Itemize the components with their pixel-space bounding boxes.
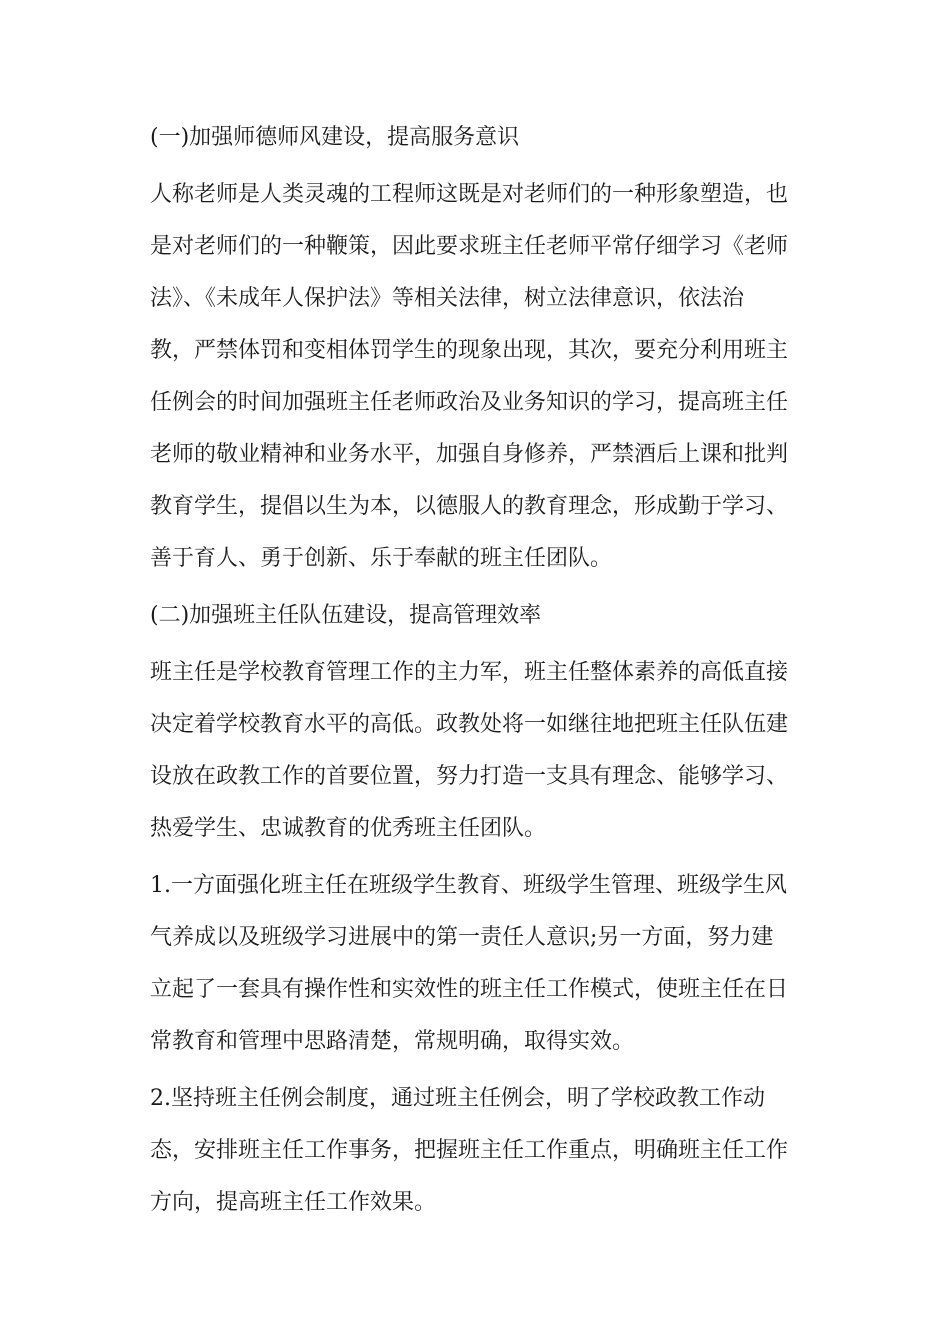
document-page xyxy=(150,112,805,1234)
text-line: 是对老师们的一种鞭策，因此要求班主任老师平常仔细学习《老师 xyxy=(150,234,789,259)
text-line: 教，严禁体罚和变相体罚学生的现象出现，其次，要充分利用班主 xyxy=(150,338,789,363)
text-line: 善于育人、勇于创新、乐于奉献的班主任团队。 xyxy=(150,546,613,571)
section-heading: (二)加强班主任队伍建设，提高管理效率 xyxy=(150,603,542,628)
text-line: 2.坚持班主任例会制度，通过班主任例会，明了学校政教工作动 xyxy=(150,1086,765,1111)
text-line: 气养成以及班级学习进展中的第一责任人意识;另一方面，努力建 xyxy=(150,925,774,950)
paragraph xyxy=(150,169,805,585)
paragraph xyxy=(150,647,805,855)
text-line: 人称老师是人类灵魂的工程师这既是对老师们的一种形象塑造，也 xyxy=(150,182,789,207)
text-line: 决定着学校教育水平的高低。政教处将一如继往地把班主任队伍建 xyxy=(150,712,789,737)
text-line: 老师的敬业精神和业务水平，加强自身修养，严禁酒后上课和批判 xyxy=(150,442,789,467)
section-heading: (一)加强师德师风建设，提高服务意识 xyxy=(150,125,520,150)
text-line: 任例会的时间加强班主任老师政治及业务知识的学习，提高班主任 xyxy=(150,390,789,415)
text-line: 班主任是学校教育管理工作的主力军，班主任整体素养的高低直接 xyxy=(150,660,789,685)
text-line: 常教育和管理中思路清楚，常规明确，取得实效。 xyxy=(150,1029,635,1054)
text-line: 立起了一套具有操作性和实效性的班主任工作模式，使班主任在日 xyxy=(150,977,789,1002)
section-1 xyxy=(150,112,805,585)
text-line: 方向，提高班主任工作效果。 xyxy=(150,1190,437,1215)
section-2 xyxy=(150,590,805,1229)
text-line: 1.一方面强化班主任在班级学生教育、班级学生管理、班级学生风 xyxy=(150,873,787,898)
paragraph xyxy=(150,1073,805,1229)
text-line: 教育学生，提倡以生为本，以德服人的教育理念，形成勤于学习、 xyxy=(150,494,789,519)
text-line: 态，安排班主任工作事务，把握班主任工作重点，明确班主任工作 xyxy=(150,1138,789,1163)
text-line: 法》、《未成年人保护法》等相关法律，树立法律意识，依法治 xyxy=(150,286,745,311)
text-line: 热爱学生、忠诚教育的优秀班主任团队。 xyxy=(150,816,547,841)
paragraph xyxy=(150,860,805,1068)
text-line: 设放在政教工作的首要位置，努力打造一支具有理念、能够学习、 xyxy=(150,764,789,789)
